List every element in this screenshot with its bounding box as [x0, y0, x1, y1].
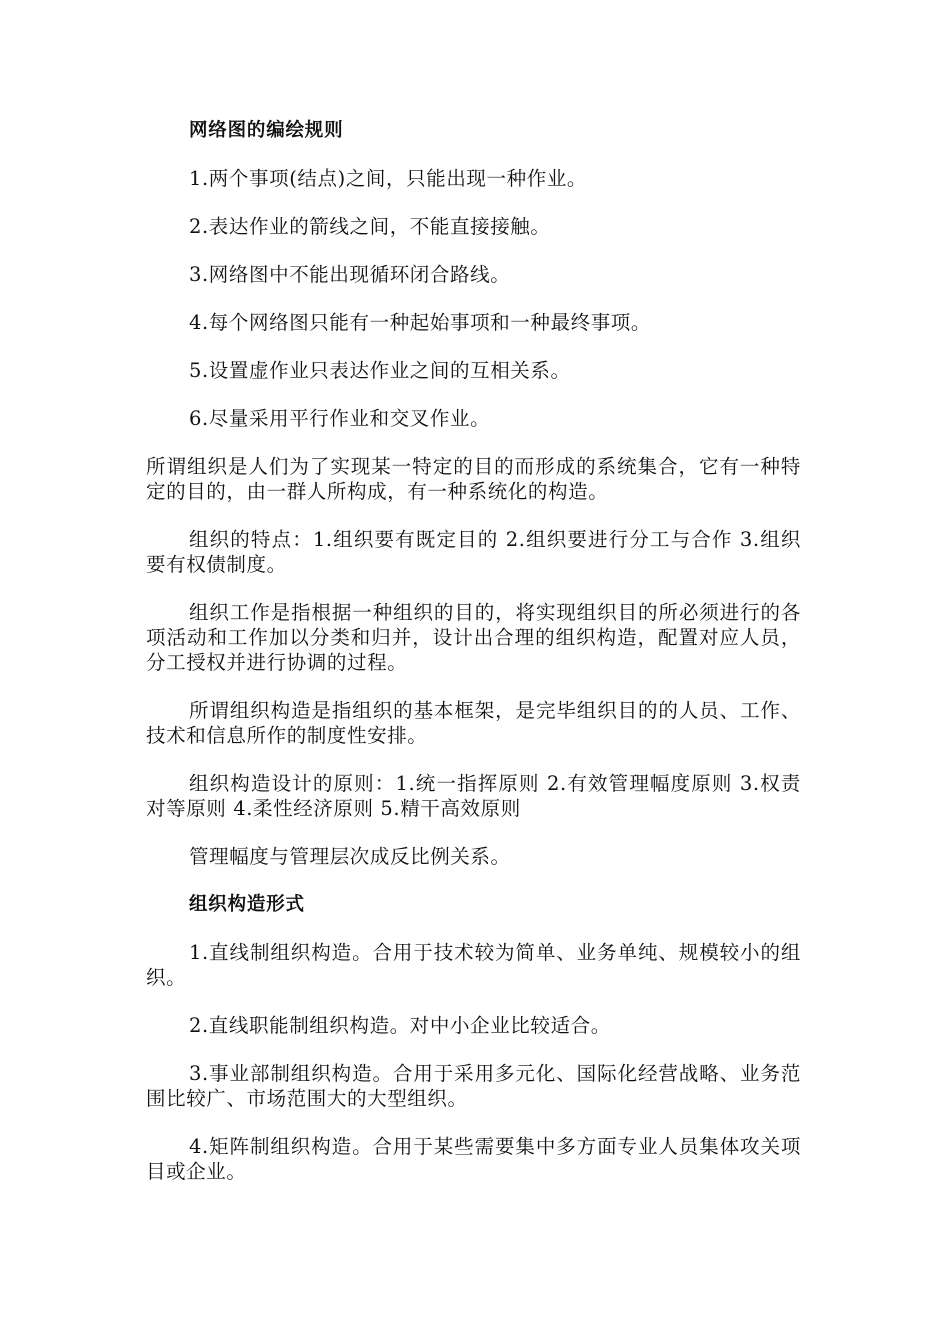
org-form-3: 3.事业部制组织构造。合用于采用多元化、国际化经营战略、业务范围比较广、市场范围大的大型组织。: [146, 1062, 801, 1110]
org-features-paragraph: 组织的特点：1.组织要有既定目的 2.组织要进行分工与合作 3.组织要有权债制度。: [146, 528, 801, 576]
network-rule-5: 5.设置虚作业只表达作业之间的互相关系。: [189, 359, 571, 382]
network-rule-6: 6.尽量采用平行作业和交叉作业。: [189, 407, 491, 430]
org-definition-paragraph: 所谓组织是人们为了实现某一特定的目的而形成的系统集合，它有一种特定的目的，由一群人所构成，有一种系统化的构造。: [146, 455, 801, 503]
document-page: [146, 118, 801, 1207]
span-relation-paragraph: 管理幅度与管理层次成反比例关系。: [189, 845, 511, 868]
org-forms-heading: 组织构造形式: [189, 894, 305, 915]
network-rules-heading: 网络图的编绘规则: [189, 120, 344, 141]
org-form-2: 2.直线职能制组织构造。对中小企业比较适合。: [189, 1014, 611, 1037]
network-rule-2: 2.表达作业的箭线之间，不能直接接触。: [189, 215, 551, 238]
design-principles-paragraph: 组织构造设计的原则：1.统一指挥原则 2.有效管理幅度原则 3.权责对等原则 4.柔性经济原则 5.精干高效原则: [146, 772, 801, 820]
org-structure-definition: 所谓组织构造是指组织的基本框架，是完毕组织目的的人员、工作、技术和信息所作的制度性安排。: [146, 699, 801, 747]
network-rule-3: 3.网络图中不能出现循环闭合路线。: [189, 263, 511, 286]
network-rule-4: 4.每个网络图只能有一种起始事项和一种最终事项。: [189, 311, 652, 334]
network-rule-1: 1.两个事项(结点)之间，只能出现一种作业。: [189, 167, 588, 190]
org-form-1: 1.直线制组织构造。合用于技术较为简单、业务单纯、规模较小的组织。: [146, 941, 801, 989]
org-work-paragraph: 组织工作是指根据一种组织的目的，将实现组织目的所必须进行的各项活动和工作加以分类和归并，设计出合理的组织构造，配置对应人员，分工授权并进行协调的过程。: [146, 601, 801, 674]
org-form-4: 4.矩阵制组织构造。合用于某些需要集中多方面专业人员集体攻关项目或企业。: [146, 1135, 801, 1183]
